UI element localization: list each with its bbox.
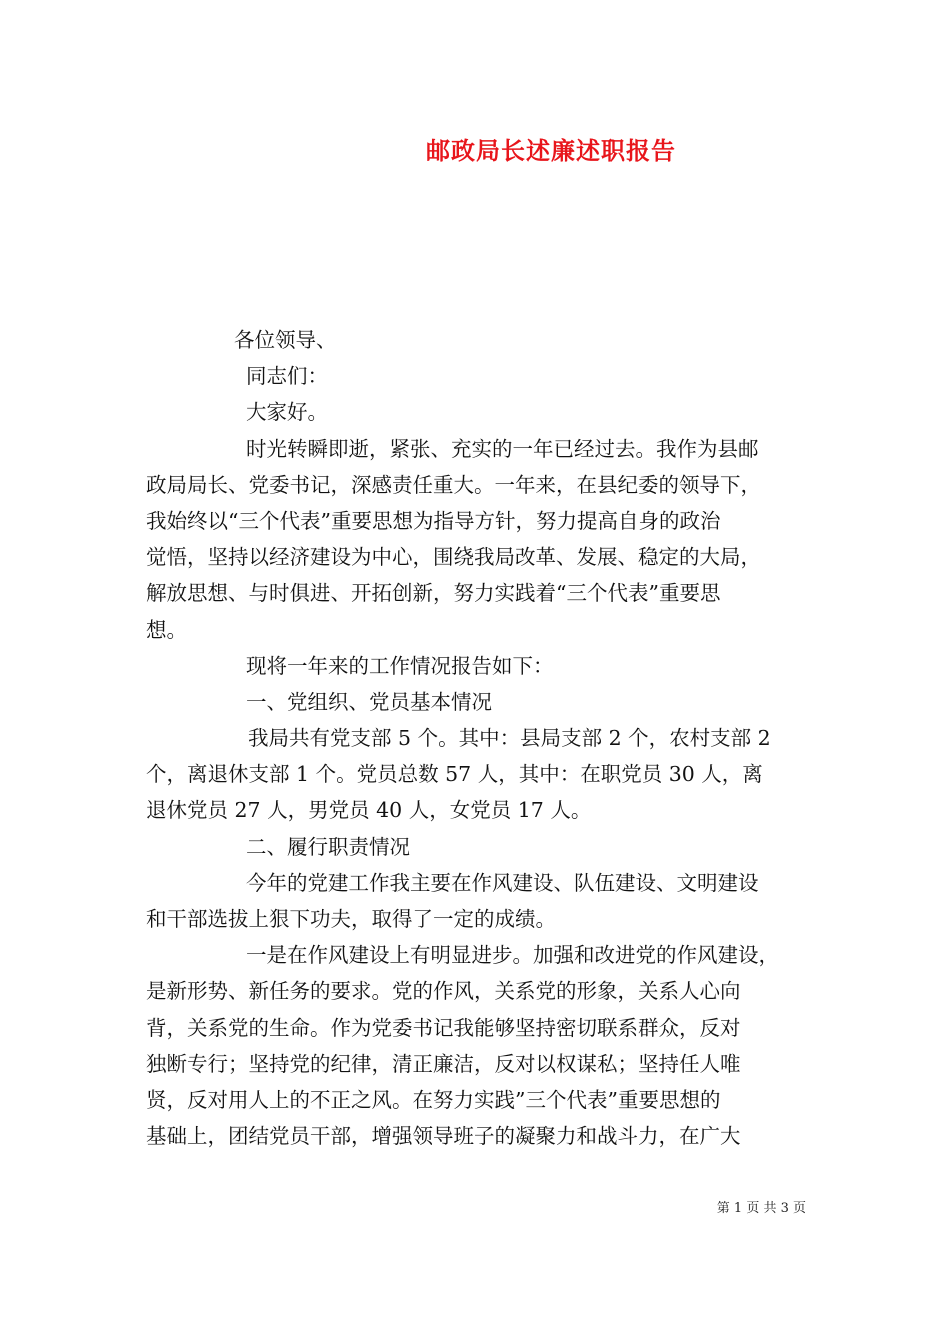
- document-body: [146, 322, 812, 1154]
- paragraph-line: 一是在作风建设上有明显进步。加强和改进党的作风建设，: [246, 943, 779, 968]
- section-heading: 二、履行职责情况: [246, 834, 410, 859]
- paragraph-line: 时光转瞬即逝，紧张、充实的一年已经过去。我作为县邮: [246, 436, 759, 461]
- document-title: 邮政局长述廉述职报告: [426, 136, 676, 165]
- paragraph-line: 背，关系党的生命。作为党委书记我能够坚持密切联系群众，反对: [146, 1015, 741, 1040]
- paragraph-line: 我始终以“三个代表”重要思想为指导方针，努力提高自身的政治: [146, 508, 721, 533]
- paragraph-line: 个，离退休支部 1 个。党员总数 57 人，其中：在职党员 30 人，离: [146, 762, 763, 787]
- paragraph-line: 贤，反对用人上的不正之风。在努力实践”三个代表”重要思想的: [146, 1087, 721, 1112]
- greeting-line: 大家好。: [246, 400, 328, 425]
- paragraph-line: 政局局长、党委书记，深感责任重大。一年来，在县纪委的领导下，: [146, 472, 761, 497]
- section-heading: 一、党组织、党员基本情况: [246, 689, 492, 714]
- paragraph-line: 是新形势、新任务的要求。党的作风，关系党的形象，关系人心向: [146, 979, 741, 1004]
- paragraph-line: 基础上，团结党员干部，增强领导班子的凝聚力和战斗力，在广大: [146, 1124, 741, 1149]
- paragraph-line: 独断专行；坚持党的纪律，清正廉洁，反对以权谋私；坚持任人唯: [146, 1051, 741, 1076]
- page-number-footer: 第 1 页 共 3 页: [716, 1201, 806, 1216]
- salutation-line: 各位领导、: [234, 328, 337, 352]
- paragraph-line: 觉悟，坚持以经济建设为中心，围绕我局改革、发展、稳定的大局，: [146, 545, 761, 570]
- paragraph-line: 现将一年来的工作情况报告如下：: [246, 653, 554, 678]
- salutation-line: 同志们：: [246, 364, 328, 389]
- paragraph-line: 解放思想、与时俱进、开拓创新，努力实践着“三个代表”重要思: [146, 581, 721, 606]
- paragraph-line: 想。: [146, 617, 187, 642]
- paragraph-line: 和干部选拔上狠下功夫，取得了一定的成绩。: [146, 907, 556, 931]
- paragraph-line: 我局共有党支部 5 个。其中：县局支部 2 个，农村支部 2: [248, 726, 771, 751]
- paragraph-line: 退休党员 27 人，男党员 40 人，女党员 17 人。: [146, 798, 592, 823]
- paragraph-line: 今年的党建工作我主要在作风建设、队伍建设、文明建设: [246, 870, 759, 895]
